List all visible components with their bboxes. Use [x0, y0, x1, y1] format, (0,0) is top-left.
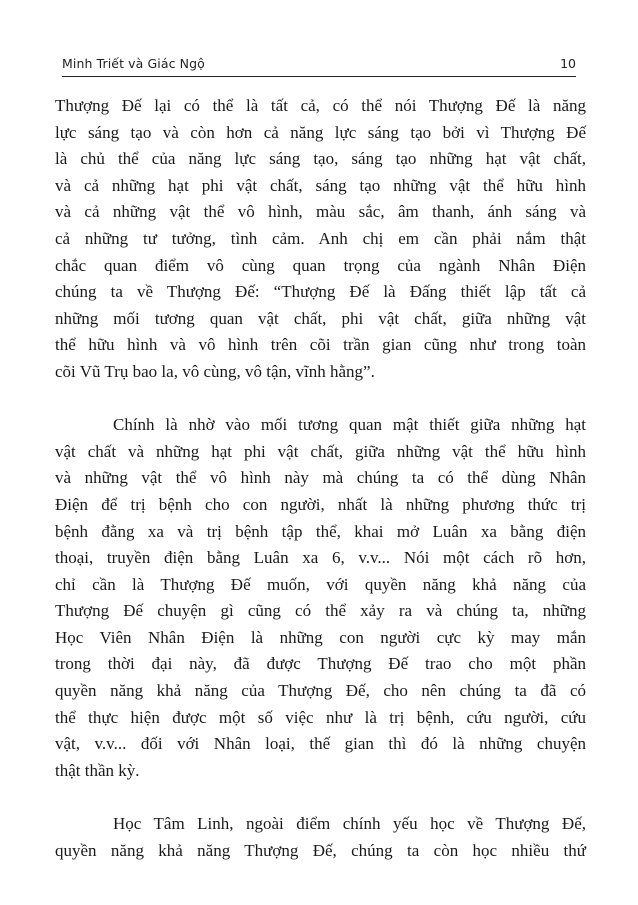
- text-line: Điện để trị bệnh cho con người, nhất là những phương thức trị: [55, 494, 586, 514]
- text-line: Chính là nhờ vào mối tương quan mật thiết giữa những hạt: [113, 415, 586, 435]
- header-rule: [62, 76, 576, 77]
- text-line: cả những tư tưởng, tình cảm. Anh chị em cần phải nắm thật: [55, 228, 586, 248]
- text-line: và cả những vật thể vô hình, màu sắc, âm thanh, ánh sáng và: [55, 202, 586, 222]
- text-line: quyền năng khả năng của Thượng Đế, cho nên chúng ta đã có: [55, 681, 586, 701]
- text-line: là chủ thể của năng lực sáng tạo, sáng tạo những hạt vật chất,: [55, 149, 586, 169]
- text-line: vật, v.v... đối với Nhân loại, thế gian thì đó là những chuyện: [55, 734, 586, 754]
- text-line: quyền năng khả năng Thượng Đế, chúng ta còn học nhiều thứ: [55, 840, 586, 860]
- text-line: thật thần kỳ.: [55, 760, 140, 780]
- text-line: chỉ cần là Thượng Đế muốn, với quyền năng khả năng của: [55, 574, 586, 594]
- text-line: vật chất và những hạt phi vật chất, giữa những vật thể hữu hình: [55, 441, 586, 461]
- paragraph-1: [55, 93, 586, 386]
- running-header: [62, 54, 576, 76]
- text-line: và cả những hạt phi vật chất, sáng tạo những vật thể hữu hình: [55, 175, 586, 195]
- text-line: Thượng Đế chuyện gì cũng có thể xảy ra và chúng ta, những: [55, 601, 586, 621]
- paragraph-2: [55, 412, 586, 784]
- text-line: trong thời đại này, đã được Thượng Đế trao cho một phần: [55, 654, 586, 674]
- text-line: thể hữu hình và vô hình trên cõi trần gian cũng như trong toàn: [55, 335, 586, 355]
- text-line: lực sáng tạo và còn hơn cả năng lực sáng tạo bởi vì Thượng Đế: [55, 122, 586, 142]
- text-line: cõi Vũ Trụ bao la, vô cùng, vô tận, vĩnh hằng”.: [55, 361, 375, 381]
- text-line: chúng ta về Thượng Đế: “Thượng Đế là Đấng thiết lập tất cả: [55, 282, 586, 302]
- book-title: Minh Triết và Giác Ngộ: [62, 56, 205, 71]
- body-text: [55, 93, 586, 864]
- text-line: bệnh đằng xa và trị bệnh tập thể, khai mở Luân xa bằng điện: [55, 521, 586, 541]
- text-line: Học Tâm Linh, ngoài điểm chính yếu học về Thượng Đế,: [113, 814, 586, 834]
- page-number: 10: [560, 56, 576, 71]
- text-line: thể thực hiện được một số việc như là trị bệnh, cứu người, cứu: [55, 707, 586, 727]
- text-line: Học Viên Nhân Điện là những con người cực kỳ may mắn: [55, 627, 586, 647]
- text-line: Thượng Đế lại có thể là tất cả, có thể nói Thượng Đế là năng: [55, 96, 586, 115]
- text-line: chắc quan điểm vô cùng quan trọng của ngành Nhân Điện: [55, 255, 586, 275]
- text-line: thoại, truyền điện bằng Luân xa 6, v.v... Nói một cách rõ hơn,: [55, 548, 586, 568]
- paragraph-3: [55, 811, 586, 864]
- text-line: những mối tương quan vật chất, phi vật chất, giữa những vật: [55, 308, 586, 328]
- text-line: và những vật thể vô hình này mà chúng ta có thể dùng Nhân: [55, 468, 586, 488]
